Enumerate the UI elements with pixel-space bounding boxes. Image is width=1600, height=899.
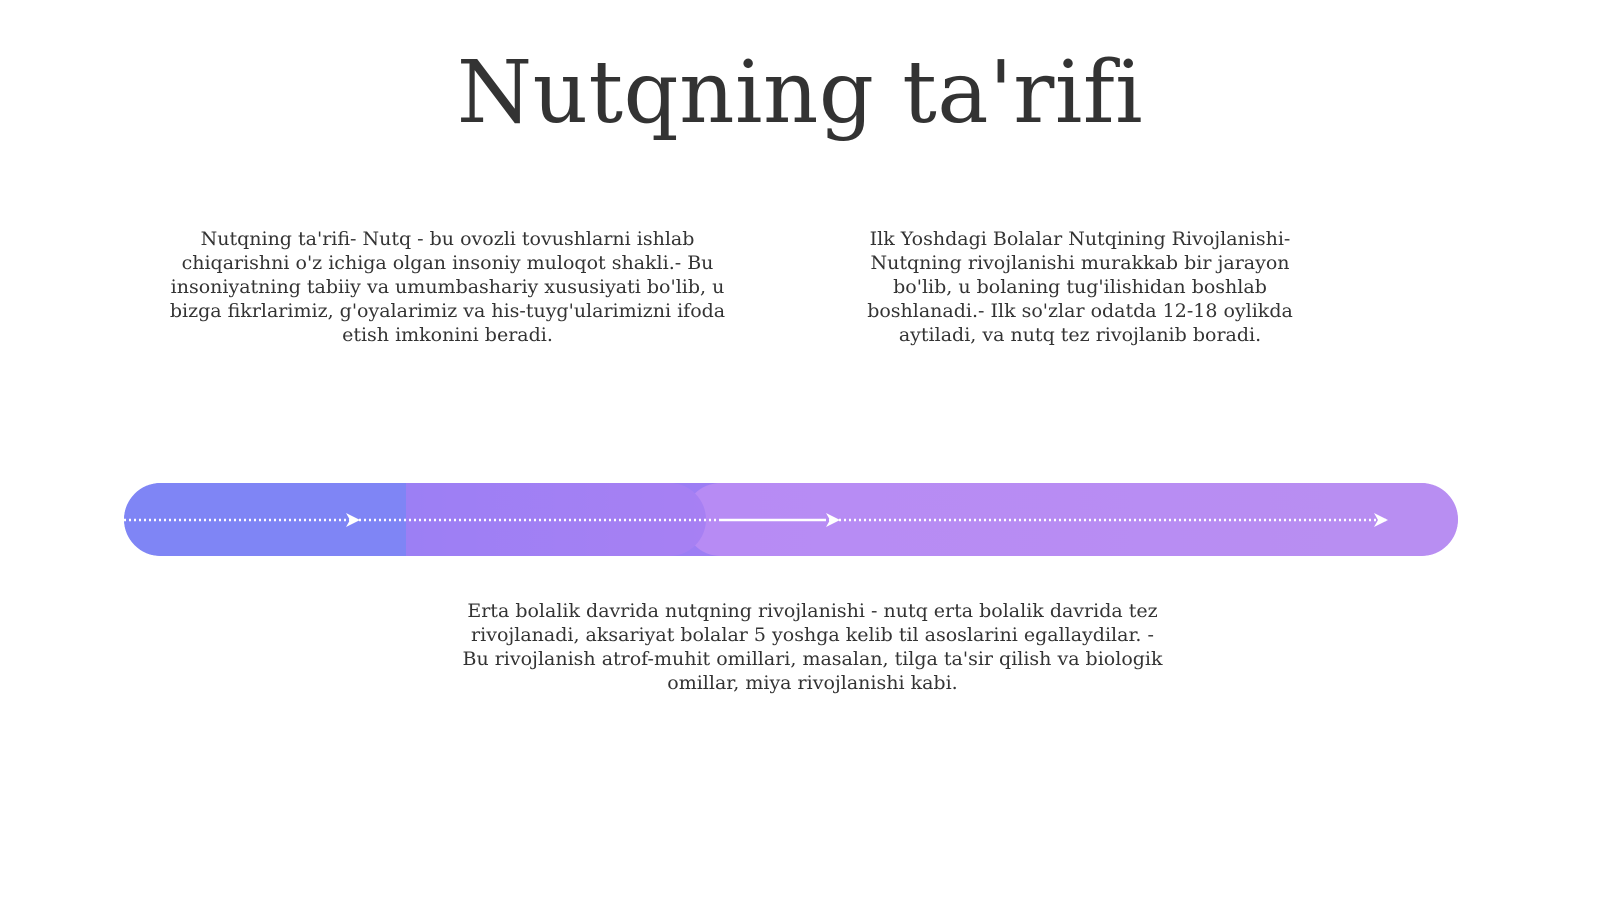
slide-title: Nutqning ta'rifi [456, 43, 1144, 143]
arrow-right-icon [1374, 513, 1388, 527]
timeline-bar [124, 483, 1458, 556]
timeline-arrows [124, 483, 1458, 556]
text-block-definition: Nutqning ta'rifi- Nutq - bu ovozli tovushlarni ishlab chiqarishni o'z ichiga olgan insoniy muloqot shakli.- Bu insoniyatning tabiiy va umumbashariy xususiyati bo'lib, u bizga fikrlarimiz, g'oyalarimiz va his-tuyg'ularimizni ifoda etish imkonini beradi. [169, 228, 726, 346]
text-block-early-childhood: Erta bolalik davrida nutqning rivojlanishi - nutq erta bolalik davrida tez rivojlanadi, aksariyat bolalar 5 yoshga kelib til asoslarini egallaydilar. - Bu rivojlanish atrof-muhit omillari, masalan, tilga ta'sir qilish va biologik omillar, miya rivojlanishi kabi. [462, 600, 1163, 694]
text-block-early-development: Ilk Yoshdagi Bolalar Nutqining Rivojlanishi- Nutqning rivojlanishi murakkab bir jarayon bo'lib, u bolaning tug'ilishidan boshlab boshlanadi.- Ilk so'zlar odatda 12-18 oylikda aytiladi, va nutq tez rivojlanib boradi. [867, 228, 1293, 346]
arrow-right-icon [826, 513, 840, 527]
arrow-right-icon [346, 513, 360, 527]
